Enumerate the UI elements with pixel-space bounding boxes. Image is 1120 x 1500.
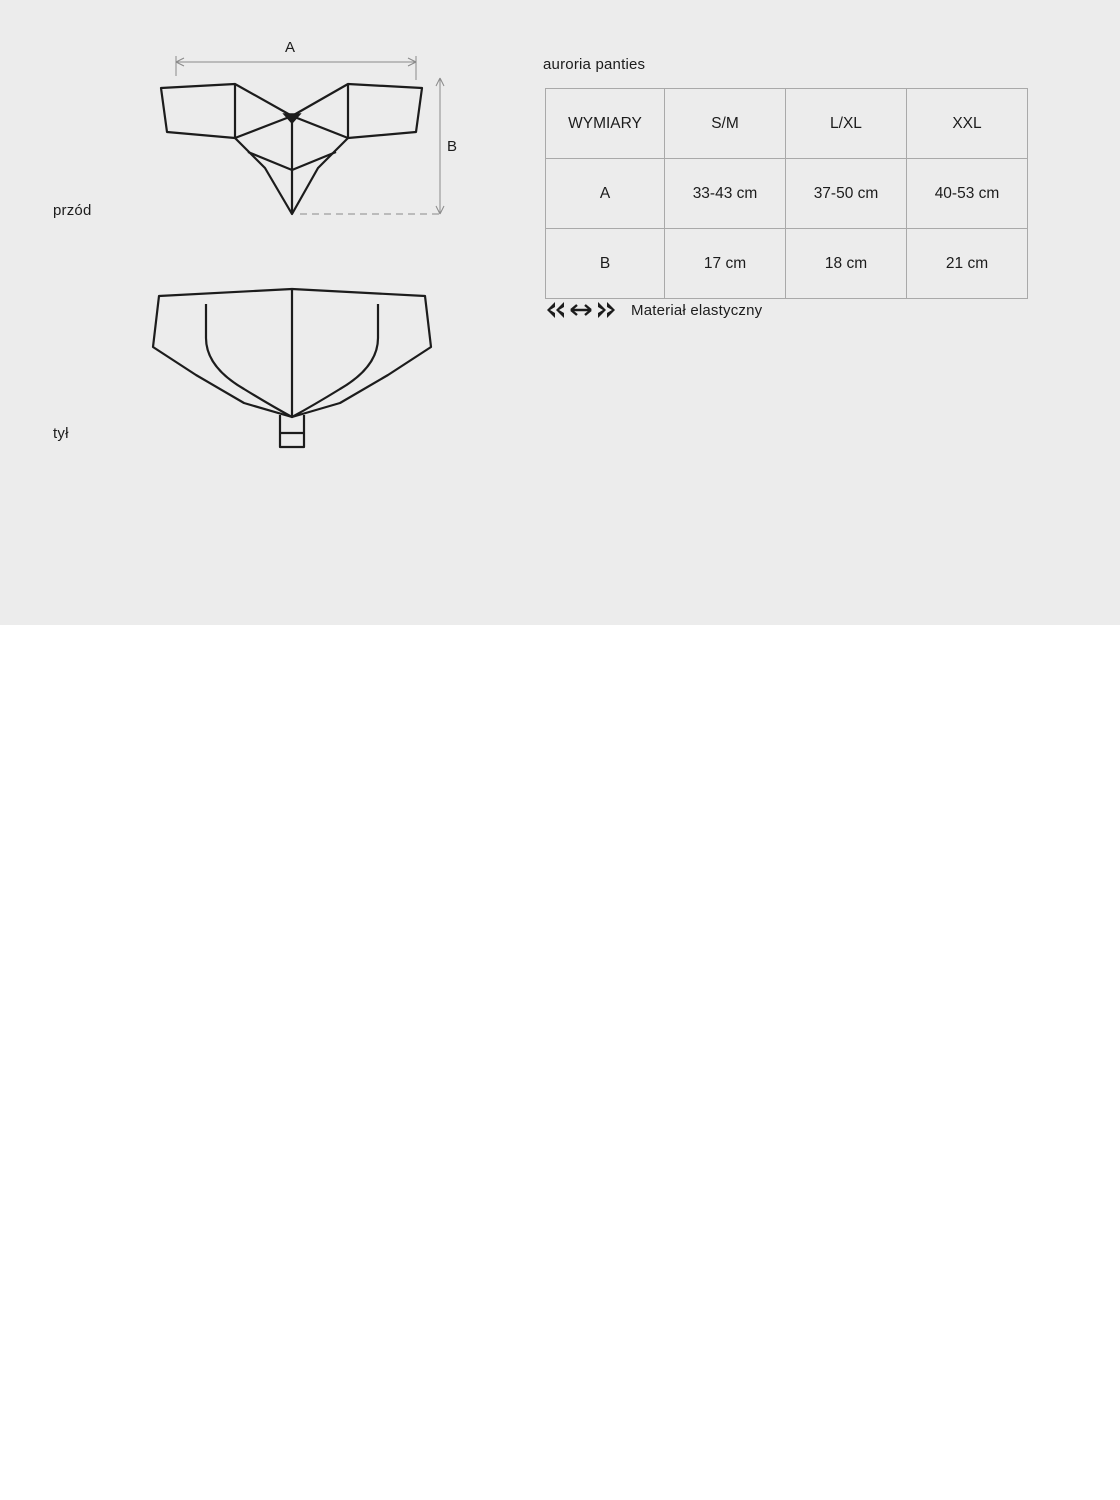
product-title: auroria panties xyxy=(543,56,646,73)
row-label-b: B xyxy=(546,229,665,299)
table-header-dimensions: WYMIARY xyxy=(546,89,665,159)
cell-b-lxl: 18 cm xyxy=(786,229,907,299)
elastic-material-note xyxy=(545,296,762,324)
cell-a-lxl: 37-50 cm xyxy=(786,159,907,229)
cell-b-xxl: 21 cm xyxy=(907,229,1028,299)
row-label-a: A xyxy=(546,159,665,229)
dimension-a-letter: A xyxy=(284,39,296,56)
table-header-xxl: XXL xyxy=(907,89,1028,159)
cell-b-sm: 17 cm xyxy=(665,229,786,299)
back-view-label: tył xyxy=(53,425,69,442)
front-view-illustration xyxy=(140,30,480,240)
elastic-material-label: Materiał elastyczny xyxy=(631,301,763,319)
back-view-illustration xyxy=(140,275,480,465)
table-row xyxy=(546,159,1028,229)
table-row xyxy=(546,229,1028,299)
double-arrow-stretch-icon xyxy=(545,300,617,320)
size-info-area xyxy=(542,0,1120,625)
front-view-label: przód xyxy=(53,202,92,219)
cell-a-sm: 33-43 cm xyxy=(665,159,786,229)
table-header-lxl: L/XL xyxy=(786,89,907,159)
garment-diagram-area xyxy=(0,0,520,625)
size-table xyxy=(545,88,1028,299)
size-chart-panel xyxy=(0,0,1120,625)
dimension-b-letter: B xyxy=(446,138,458,155)
table-header-row xyxy=(546,89,1028,159)
cell-a-xxl: 40-53 cm xyxy=(907,159,1028,229)
table-header-sm: S/M xyxy=(665,89,786,159)
